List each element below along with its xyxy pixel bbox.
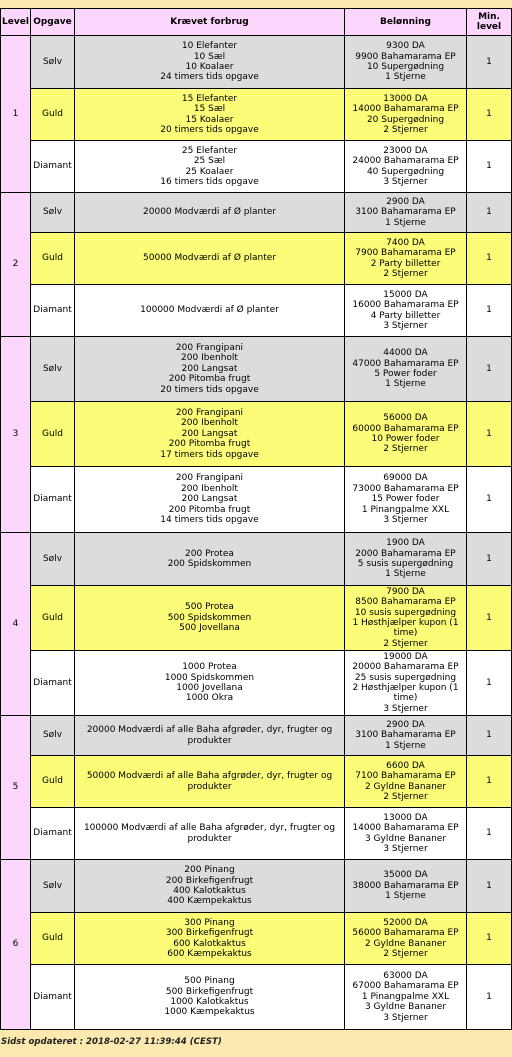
min-level-cell: 1	[467, 233, 512, 285]
min-level-cell: 1	[467, 808, 512, 860]
reward-line: 19000 DA	[383, 651, 428, 662]
reward-line: 15 Power foder	[371, 494, 440, 505]
min-level-cell: 1	[467, 402, 512, 467]
requirement-line: 400 Kæmpekaktus	[167, 896, 252, 907]
task-tier-cell: Guld	[31, 913, 75, 965]
level-cell: 5	[1, 716, 31, 860]
reward-line: 2 Stjerner	[383, 638, 428, 649]
header-level: Level	[1, 9, 31, 36]
requirement-cell	[75, 756, 345, 808]
requirement-line: 500 Jovellana	[179, 623, 240, 634]
task-table	[0, 8, 512, 1030]
reward-line: 1 Stjerne	[385, 740, 426, 751]
reward-line: 2 Stjerner	[383, 124, 428, 135]
table-header-row	[1, 9, 512, 36]
reward-line: 2 Gyldne Bananer	[364, 938, 447, 949]
requirement-line: 200 Protea	[185, 548, 234, 559]
reward-line: 3100 Bahamarama EP	[355, 730, 456, 741]
requirement-line: 25 Sæl	[193, 156, 226, 167]
reward-line: 35000 DA	[383, 870, 428, 881]
table-row	[1, 193, 512, 233]
requirement-line: 200 Frangipani	[175, 473, 244, 484]
reward-line: 24000 Bahamarama EP	[352, 156, 459, 167]
min-level-cell: 1	[467, 467, 512, 533]
task-tier-cell: Guld	[31, 586, 75, 651]
reward-line: 10 Power foder	[371, 434, 440, 444]
reward-line: 3 Stjerner	[383, 1012, 428, 1023]
requirement-line: 25 Koalaer	[185, 166, 234, 177]
reward-line: 1 Høsthjælper kupon (1 time)	[352, 618, 459, 639]
reward-line: 5 susis supergødning	[357, 559, 454, 569]
reward-cell	[345, 651, 467, 716]
task-tier-cell: Guld	[31, 756, 75, 808]
requirement-line: 500 Spidskommen	[167, 612, 252, 623]
reward-cell	[345, 36, 467, 89]
requirement-cell	[75, 89, 345, 141]
table-row	[1, 651, 512, 716]
reward-cell	[345, 716, 467, 756]
reward-line: 1 Stjerne	[385, 379, 426, 390]
min-level-cell: 1	[467, 141, 512, 193]
task-tier-cell: Sølv	[31, 716, 75, 756]
reward-line: 15000 DA	[383, 289, 428, 300]
requirement-cell	[75, 651, 345, 716]
reward-line: 3 Gyldne Bananer	[364, 1002, 447, 1013]
task-tier-cell: Diamant	[31, 141, 75, 193]
requirement-line: 200 Spidskommen	[167, 559, 252, 569]
reward-line: 2000 Bahamarama EP	[355, 548, 456, 559]
reward-line: 13000 DA	[383, 93, 428, 104]
requirement-line: 1000 Protea	[182, 662, 237, 673]
min-level-cell: 1	[467, 193, 512, 233]
task-tier-cell: Guld	[31, 233, 75, 285]
requirement-cell	[75, 716, 345, 756]
task-tier-cell: Diamant	[31, 285, 75, 337]
task-tier-cell: Diamant	[31, 651, 75, 716]
reward-line: 2 Stjerner	[383, 948, 428, 959]
reward-line: 10 Supergødning	[366, 62, 445, 72]
min-level-cell: 1	[467, 651, 512, 716]
requirement-line: 200 Langsat	[181, 428, 238, 439]
header-min-level: Min. level	[467, 9, 512, 36]
requirement-line: 24 timers tids opgave	[160, 72, 259, 83]
reward-line: 9300 DA	[386, 41, 425, 52]
reward-cell	[345, 808, 467, 860]
requirement-line: 10 Koalaer	[185, 62, 234, 72]
requirement-line: 200 Ibenholt	[181, 483, 238, 494]
table-row	[1, 402, 512, 467]
reward-line: 2 Party billetter	[370, 258, 441, 269]
requirement-cell	[75, 586, 345, 651]
last-updated: Sidst opdateret : 2018-02-27 11:39:44 (CEST)	[1, 1037, 222, 1047]
table-row	[1, 965, 512, 1030]
reward-line: 63000 DA	[383, 970, 428, 981]
level-cell: 1	[1, 36, 31, 193]
requirement-line: 20000 Modværdi af alle Baha afgrøder, dyr, frugter og produkter	[86, 725, 333, 746]
header-reward: Belønning	[345, 9, 467, 36]
table-row	[1, 337, 512, 402]
min-level-cell: 1	[467, 89, 512, 141]
reward-cell	[345, 233, 467, 285]
reward-line: 13000 DA	[383, 812, 428, 823]
table-row	[1, 89, 512, 141]
reward-cell	[345, 402, 467, 467]
table-row	[1, 533, 512, 586]
requirement-line: 50000 Modværdi af alle Baha afgrøder, dyr, frugter og produkter	[86, 771, 333, 792]
requirement-line: 200 Pinang	[184, 865, 235, 876]
requirement-line: 20 timers tids opgave	[160, 124, 259, 135]
reward-cell	[345, 285, 467, 337]
requirement-line: 14 timers tids opgave	[160, 515, 259, 526]
requirement-line: 10 Elefanter	[181, 41, 238, 52]
reward-line: 2 Stjerner	[383, 268, 428, 279]
header-task: Opgave	[31, 9, 75, 36]
requirement-line: 100000 Modværdi af alle Baha afgrøder, dyr, frugter og produkter	[83, 823, 336, 844]
reward-cell	[345, 860, 467, 913]
requirement-line: 50000 Modværdi af Ø planter	[143, 253, 276, 264]
table-row	[1, 756, 512, 808]
min-level-cell: 1	[467, 586, 512, 651]
reward-line: 9900 Bahamarama EP	[355, 51, 456, 62]
task-tier-cell: Diamant	[31, 965, 75, 1030]
requirement-cell	[75, 965, 345, 1030]
reward-line: 20000 Bahamarama EP	[352, 662, 459, 673]
level-cell: 2	[1, 193, 31, 337]
requirement-line: 1000 Kæmpekaktus	[164, 1007, 255, 1018]
header-requirement: Krævet forbrug	[75, 9, 345, 36]
requirement-cell	[75, 808, 345, 860]
reward-line: 3 Gyldne Bananer	[364, 833, 447, 844]
reward-line: 16000 Bahamarama EP	[352, 300, 459, 311]
requirement-line: 600 Kæmpekaktus	[167, 948, 252, 959]
reward-cell	[345, 586, 467, 651]
level-cell: 3	[1, 337, 31, 533]
reward-line: 4 Party billetter	[370, 310, 441, 321]
requirement-line: 1000 Okra	[185, 693, 234, 704]
requirement-line: 200 Langsat	[181, 363, 238, 374]
reward-line: 7100 Bahamarama EP	[355, 771, 456, 782]
level-cell: 6	[1, 860, 31, 1030]
requirement-line: 20 timers tids opgave	[160, 384, 259, 395]
reward-line: 10 susis supergødning	[354, 607, 457, 618]
requirement-line: 200 Frangipani	[175, 342, 244, 353]
reward-line: 1900 DA	[386, 538, 425, 549]
reward-line: 23000 DA	[383, 145, 428, 156]
reward-line: 7400 DA	[386, 237, 425, 248]
task-tier-cell: Sølv	[31, 533, 75, 586]
task-tier-cell: Sølv	[31, 337, 75, 402]
requirement-line: 400 Kalotkaktus	[173, 886, 246, 896]
min-level-cell: 1	[467, 716, 512, 756]
task-tier-cell: Sølv	[31, 193, 75, 233]
table-row	[1, 586, 512, 651]
reward-cell	[345, 913, 467, 965]
reward-line: 2 Stjerner	[383, 791, 428, 802]
min-level-cell: 1	[467, 337, 512, 402]
min-level-cell: 1	[467, 913, 512, 965]
reward-cell	[345, 965, 467, 1030]
requirement-cell	[75, 36, 345, 89]
reward-line: 2900 DA	[386, 196, 425, 207]
requirement-line: 500 Pinang	[184, 976, 235, 987]
reward-line: 25 susis supergødning	[354, 672, 457, 683]
requirement-line: 200 Pitomba frugt	[168, 439, 251, 450]
requirement-line: 25 Elefanter	[181, 145, 238, 156]
requirement-cell	[75, 402, 345, 467]
reward-cell	[345, 193, 467, 233]
task-tier-cell: Guld	[31, 402, 75, 467]
reward-line: 3100 Bahamarama EP	[355, 207, 456, 218]
reward-line: 7900 Bahamarama EP	[355, 248, 456, 259]
requirement-cell	[75, 913, 345, 965]
reward-line: 5 Power foder	[374, 369, 437, 379]
requirement-cell	[75, 285, 345, 337]
level-cell: 4	[1, 533, 31, 716]
requirement-line: 200 Birkefigenfrugt	[165, 875, 254, 886]
reward-line: 8500 Bahamarama EP	[355, 597, 456, 608]
reward-line: 1 Pinangpalme XXL	[361, 504, 450, 515]
reward-line: 3 Stjerner	[383, 703, 428, 714]
reward-line: 1 Stjerne	[385, 891, 426, 902]
reward-line: 69000 DA	[383, 473, 428, 484]
reward-cell	[345, 141, 467, 193]
requirement-line: 600 Kalotkaktus	[173, 938, 246, 949]
table-row	[1, 285, 512, 337]
reward-line: 56000 DA	[383, 413, 428, 424]
reward-line: 3 Stjerner	[383, 176, 428, 187]
reward-line: 14000 Bahamarama EP	[352, 104, 459, 115]
task-tier-cell: Sølv	[31, 860, 75, 913]
requirement-line: 10 Sæl	[193, 51, 226, 62]
reward-cell	[345, 337, 467, 402]
requirement-line: 500 Protea	[185, 602, 234, 613]
reward-line: 67000 Bahamarama EP	[352, 981, 459, 992]
reward-line: 2900 DA	[386, 719, 425, 730]
requirement-line: 300 Birkefigenfrugt	[165, 928, 254, 939]
requirement-line: 1000 Spidskommen	[164, 672, 255, 683]
reward-line: 1 Stjerne	[385, 72, 426, 83]
requirement-line: 1000 Jovellana	[176, 683, 243, 693]
reward-line: 2 Høsthjælper kupon (1 time)	[352, 683, 459, 704]
requirement-line: 200 Frangipani	[175, 407, 244, 418]
table-row	[1, 913, 512, 965]
reward-line: 7900 DA	[386, 586, 425, 597]
requirement-line: 200 Langsat	[181, 494, 238, 505]
requirement-cell	[75, 467, 345, 533]
reward-line: 14000 Bahamarama EP	[352, 823, 459, 834]
table-row	[1, 860, 512, 913]
table-body	[1, 36, 512, 1030]
reward-cell	[345, 756, 467, 808]
min-level-cell: 1	[467, 285, 512, 337]
requirement-line: 200 Ibenholt	[181, 353, 238, 364]
requirement-cell	[75, 141, 345, 193]
reward-line: 47000 Bahamarama EP	[352, 358, 459, 369]
requirement-line: 500 Birkefigenfrugt	[165, 986, 254, 997]
reward-cell	[345, 533, 467, 586]
table-row	[1, 233, 512, 285]
requirement-line: 200 Pitomba frugt	[168, 374, 251, 385]
requirement-cell	[75, 337, 345, 402]
requirement-cell	[75, 233, 345, 285]
task-tier-cell: Diamant	[31, 467, 75, 533]
reward-line: 56000 Bahamarama EP	[352, 928, 459, 939]
task-tier-cell: Diamant	[31, 808, 75, 860]
requirement-line: 300 Pinang	[184, 917, 235, 928]
reward-line: 3 Stjerner	[383, 843, 428, 854]
requirement-cell	[75, 193, 345, 233]
reward-line: 1 Stjerne	[385, 217, 426, 228]
reward-line: 38000 Bahamarama EP	[352, 880, 459, 891]
min-level-cell: 1	[467, 36, 512, 89]
requirement-line: 200 Pitomba frugt	[168, 504, 251, 515]
task-tier-cell: Sølv	[31, 36, 75, 89]
reward-line: 2 Stjerner	[383, 444, 428, 455]
requirement-line: 100000 Modværdi af Ø planter	[140, 305, 279, 316]
reward-line: 6600 DA	[386, 760, 425, 771]
requirement-line: 15 Sæl	[193, 104, 226, 115]
requirement-line: 16 timers tids opgave	[160, 176, 259, 187]
reward-line: 44000 DA	[383, 348, 428, 359]
requirement-line: 20000 Modværdi af Ø planter	[143, 207, 276, 218]
table-row	[1, 467, 512, 533]
min-level-cell: 1	[467, 756, 512, 808]
min-level-cell: 1	[467, 533, 512, 586]
task-tier-cell: Guld	[31, 89, 75, 141]
reward-line: 3 Stjerner	[383, 320, 428, 331]
reward-line: 2 Gyldne Bananer	[364, 781, 447, 792]
requirement-line: 17 timers tids opgave	[160, 449, 259, 460]
reward-line: 52000 DA	[383, 917, 428, 928]
reward-line: 1 Stjerne	[385, 569, 426, 580]
table-row	[1, 36, 512, 89]
requirement-line: 15 Elefanter	[181, 93, 238, 104]
reward-cell	[345, 467, 467, 533]
table-row	[1, 141, 512, 193]
table-row	[1, 716, 512, 756]
reward-line: 40 Supergødning	[366, 166, 445, 177]
reward-line: 73000 Bahamarama EP	[352, 483, 459, 494]
requirement-line: 200 Ibenholt	[181, 418, 238, 429]
min-level-cell: 1	[467, 860, 512, 913]
requirement-line: 1000 Kalotkaktus	[170, 997, 249, 1007]
requirement-cell	[75, 860, 345, 913]
requirement-line: 15 Koalaer	[185, 114, 234, 125]
min-level-cell: 1	[467, 965, 512, 1030]
reward-line: 60000 Bahamarama EP	[352, 423, 459, 434]
reward-line: 1 Pinangpalme XXL	[361, 991, 450, 1002]
reward-line: 3 Stjerner	[383, 515, 428, 526]
reward-line: 20 Supergødning	[366, 114, 445, 125]
table-row	[1, 808, 512, 860]
reward-cell	[345, 89, 467, 141]
requirement-cell	[75, 533, 345, 586]
